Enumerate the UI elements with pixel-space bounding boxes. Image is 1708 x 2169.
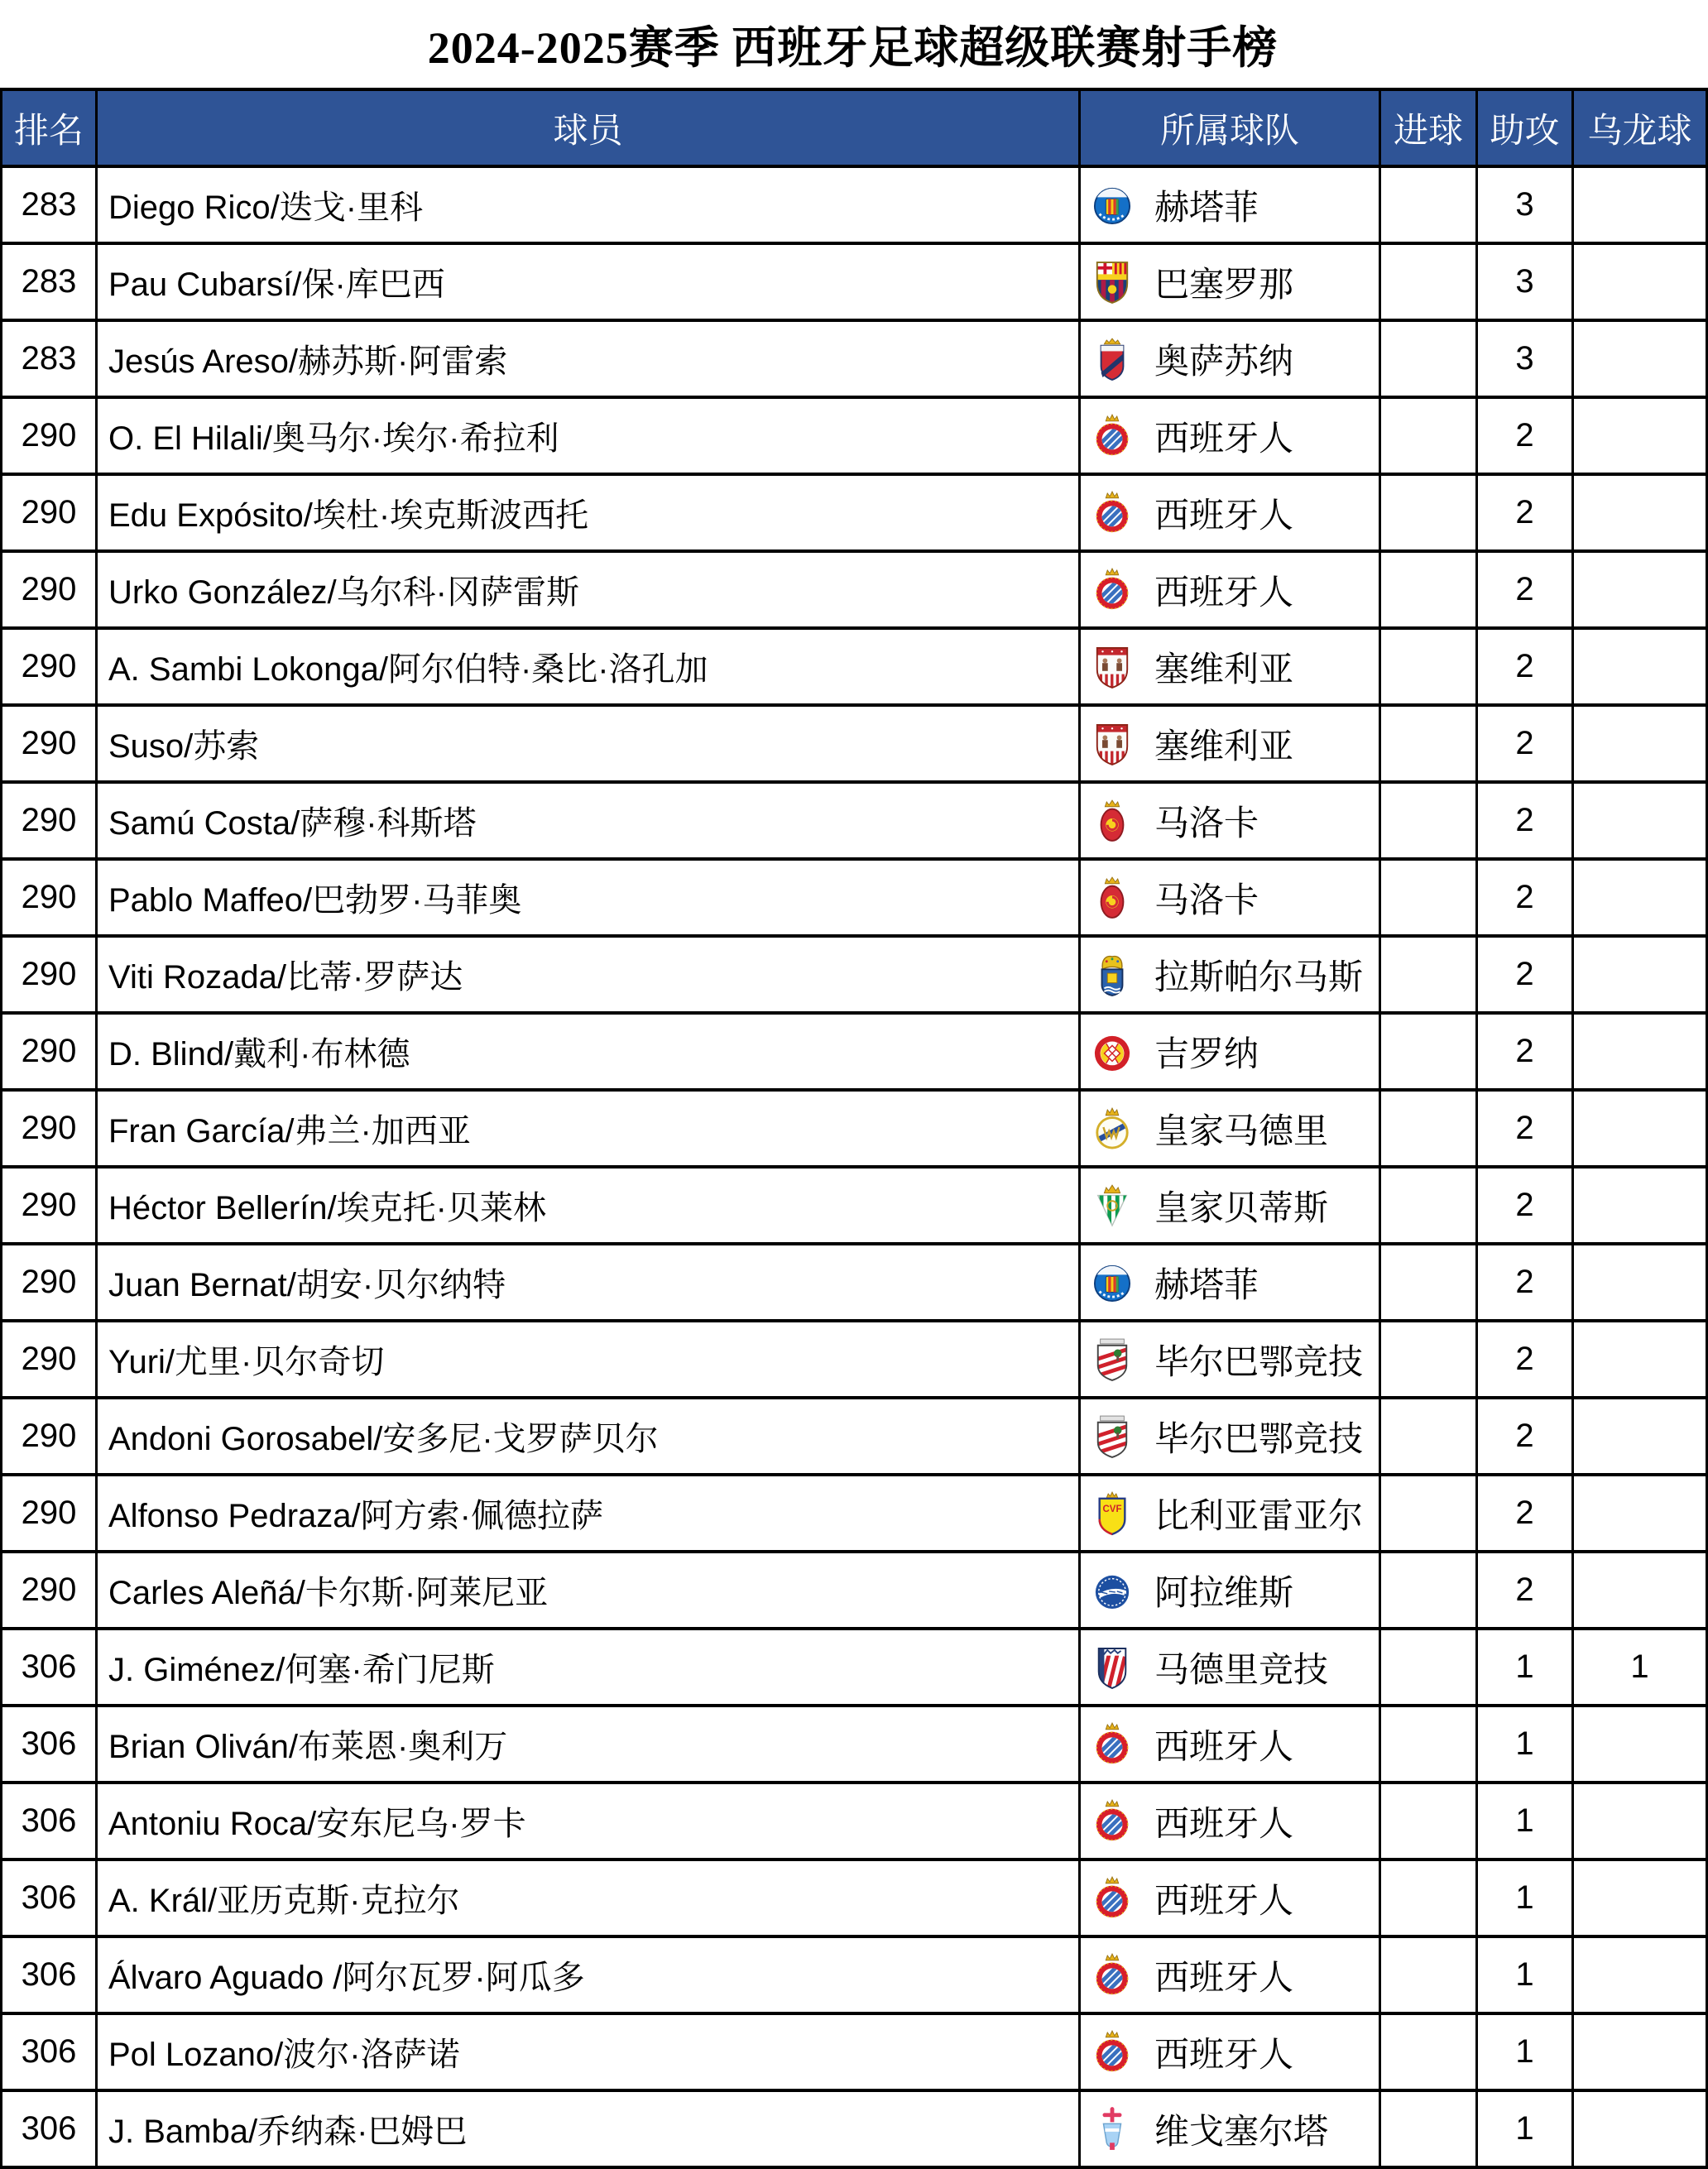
table-row (2, 2090, 1707, 2167)
las-palmas-crest-icon (1093, 952, 1131, 998)
own-goals-cell (1573, 1859, 1707, 1936)
player-name-cell: Álvaro Aguado /阿尔瓦罗·阿瓜多 (97, 1936, 1080, 2013)
player-name-cell: Pau Cubarsí/保·库巴西 (97, 243, 1080, 320)
assists-cell: 1 (1477, 1706, 1573, 1783)
own-goals-cell (1573, 936, 1707, 1013)
goals-cell (1380, 1629, 1477, 1706)
team-cell (1080, 1398, 1380, 1475)
team-name: 奥萨苏纳 (1154, 341, 1294, 381)
assists-cell: 1 (1477, 2090, 1573, 2167)
rank-cell: 290 (2, 474, 97, 551)
goals-cell (1380, 1475, 1477, 1552)
goals-cell (1380, 1167, 1477, 1244)
rank-cell: 290 (2, 628, 97, 705)
assists-cell: 2 (1477, 1090, 1573, 1167)
team-wrap (1082, 1181, 1378, 1231)
goals-cell (1380, 551, 1477, 628)
team-name: 马洛卡 (1154, 880, 1259, 919)
espanyol-crest-icon (1093, 1721, 1131, 1768)
rank-cell: 306 (2, 1706, 97, 1783)
team-wrap (1082, 642, 1378, 692)
team-wrap (1082, 1027, 1378, 1077)
table-row (2, 705, 1707, 782)
svg-text:CVF: CVF (1102, 1504, 1122, 1514)
own-goals-cell: 1 (1573, 1629, 1707, 1706)
rank-cell: 290 (2, 1321, 97, 1398)
getafe-crest-icon (1093, 1260, 1131, 1306)
table-row (2, 936, 1707, 1013)
team-name: 毕尔巴鄂竞技 (1154, 1341, 1364, 1381)
player-name-cell: A. Král/亚历克斯·克拉尔 (97, 1859, 1080, 1936)
rank-cell: 306 (2, 1629, 97, 1706)
player-name-cell: Suso/苏索 (97, 705, 1080, 782)
atletico-madrid-crest-icon (1093, 1644, 1131, 1691)
own-goals-cell (1573, 1706, 1707, 1783)
team-cell (1080, 1859, 1380, 1936)
girona-crest-icon (1093, 1029, 1131, 1075)
team-wrap (1082, 334, 1378, 384)
rank-cell: 283 (2, 243, 97, 320)
team-name: 西班牙人 (1154, 2034, 1294, 2074)
page-title: 2024-2025赛季 西班牙足球超级联赛射手榜 (427, 22, 1279, 73)
player-name-cell: Andoni Gorosabel/安多尼·戈罗萨贝尔 (97, 1398, 1080, 1475)
team-cell (1080, 1475, 1380, 1552)
table-header (2, 89, 1707, 166)
player-name-cell: Fran García/弗兰·加西亚 (97, 1090, 1080, 1167)
goals-cell (1380, 705, 1477, 782)
real-betis-crest-icon (1093, 1183, 1131, 1229)
espanyol-crest-icon (1093, 567, 1131, 613)
team-name: 马德里竞技 (1154, 1649, 1329, 1689)
assists-cell: 3 (1477, 166, 1573, 243)
table-row (2, 1013, 1707, 1090)
rank-cell: 290 (2, 1552, 97, 1629)
header-rank: 排名 (2, 89, 97, 166)
table-row (2, 166, 1707, 243)
team-wrap (1082, 565, 1378, 615)
player-name-cell: J. Bamba/乔纳森·巴姆巴 (97, 2090, 1080, 2167)
team-name: 皇家马德里 (1154, 1111, 1329, 1150)
espanyol-crest-icon (1093, 490, 1131, 536)
assists-cell: 1 (1477, 1783, 1573, 1859)
villarreal-crest-icon (1093, 1490, 1131, 1537)
table-row (2, 397, 1707, 474)
assists-cell: 2 (1477, 551, 1573, 628)
team-name: 阿拉维斯 (1154, 1572, 1294, 1612)
player-name-cell: Alfonso Pedraza/阿方索·佩德拉萨 (97, 1475, 1080, 1552)
team-wrap (1082, 1104, 1378, 1154)
goals-cell (1380, 1859, 1477, 1936)
team-cell (1080, 1090, 1380, 1167)
assists-cell: 2 (1477, 628, 1573, 705)
player-name-cell: Jesús Areso/赫苏斯·阿雷索 (97, 320, 1080, 397)
assists-cell: 1 (1477, 2013, 1573, 2090)
rank-cell: 290 (2, 1013, 97, 1090)
table-body (2, 166, 1707, 2167)
goals-cell (1380, 397, 1477, 474)
assists-cell: 2 (1477, 474, 1573, 551)
team-cell (1080, 2013, 1380, 2090)
header-own-goals: 乌龙球 (1573, 89, 1707, 166)
team-cell (1080, 859, 1380, 936)
goals-cell (1380, 166, 1477, 243)
goals-cell (1380, 1783, 1477, 1859)
table-row (2, 1398, 1707, 1475)
own-goals-cell (1573, 705, 1707, 782)
team-wrap (1082, 2104, 1378, 2154)
team-cell (1080, 1783, 1380, 1859)
table-row (2, 1552, 1707, 1629)
team-wrap (1082, 411, 1378, 461)
team-cell (1080, 551, 1380, 628)
rank-cell: 290 (2, 551, 97, 628)
athletic-bilbao-crest-icon (1093, 1413, 1131, 1460)
own-goals-cell (1573, 166, 1707, 243)
mallorca-crest-icon (1093, 875, 1131, 921)
team-name: 毕尔巴鄂竞技 (1154, 1418, 1364, 1458)
goals-cell (1380, 859, 1477, 936)
table-row (2, 782, 1707, 859)
team-wrap (1082, 796, 1378, 846)
team-cell (1080, 1706, 1380, 1783)
table-row (2, 320, 1707, 397)
goals-cell (1380, 1244, 1477, 1321)
player-name-cell: O. El Hilali/奥马尔·埃尔·希拉利 (97, 397, 1080, 474)
goals-cell (1380, 1936, 1477, 2013)
player-name-cell: Samú Costa/萨穆·科斯塔 (97, 782, 1080, 859)
team-wrap (1082, 873, 1378, 923)
table-row (2, 1706, 1707, 1783)
table-row (2, 551, 1707, 628)
own-goals-cell (1573, 1398, 1707, 1475)
assists-cell: 3 (1477, 320, 1573, 397)
sevilla-crest-icon (1093, 721, 1131, 767)
espanyol-crest-icon (1093, 413, 1131, 459)
player-name-cell: Pol Lozano/波尔·洛萨诺 (97, 2013, 1080, 2090)
goals-cell (1380, 1090, 1477, 1167)
rank-cell: 290 (2, 782, 97, 859)
team-cell (1080, 166, 1380, 243)
team-cell (1080, 1629, 1380, 1706)
team-cell (1080, 705, 1380, 782)
rank-cell: 290 (2, 1167, 97, 1244)
mallorca-crest-icon (1093, 798, 1131, 844)
team-cell (1080, 320, 1380, 397)
table-row (2, 1475, 1707, 1552)
assists-cell: 2 (1477, 1013, 1573, 1090)
team-cell (1080, 2090, 1380, 2167)
table-row (2, 1321, 1707, 1398)
real-madrid-crest-icon (1093, 1106, 1131, 1152)
team-wrap (1082, 1489, 1378, 1538)
team-name: 西班牙人 (1154, 495, 1294, 535)
rank-cell: 290 (2, 859, 97, 936)
team-name: 赫塔菲 (1154, 187, 1259, 227)
assists-cell: 2 (1477, 859, 1573, 936)
team-wrap (1082, 1566, 1378, 1615)
rank-cell: 306 (2, 1859, 97, 1936)
player-name-cell: Antoniu Roca/安东尼乌·罗卡 (97, 1783, 1080, 1859)
table-row (2, 859, 1707, 936)
table-row (2, 474, 1707, 551)
assists-cell: 2 (1477, 782, 1573, 859)
goals-cell (1380, 782, 1477, 859)
table-row (2, 1936, 1707, 2013)
team-cell (1080, 936, 1380, 1013)
player-name-cell: Carles Aleñá/卡尔斯·阿莱尼亚 (97, 1552, 1080, 1629)
rank-cell: 290 (2, 397, 97, 474)
team-wrap (1082, 1720, 1378, 1769)
own-goals-cell (1573, 1167, 1707, 1244)
team-wrap (1082, 2027, 1378, 2077)
assists-cell: 1 (1477, 1859, 1573, 1936)
alaves-crest-icon (1093, 1567, 1131, 1614)
getafe-crest-icon (1093, 182, 1131, 228)
espanyol-crest-icon (1093, 1952, 1131, 1999)
team-cell (1080, 1013, 1380, 1090)
player-name-cell: Brian Oliván/布莱恩·奥利万 (97, 1706, 1080, 1783)
own-goals-cell (1573, 1244, 1707, 1321)
goals-cell (1380, 2013, 1477, 2090)
goals-cell (1380, 1321, 1477, 1398)
own-goals-cell (1573, 320, 1707, 397)
table-row (2, 1783, 1707, 1859)
rank-cell: 306 (2, 2013, 97, 2090)
table-row (2, 628, 1707, 705)
team-wrap (1082, 1412, 1378, 1461)
own-goals-cell (1573, 2013, 1707, 2090)
assists-cell: 2 (1477, 1398, 1573, 1475)
sevilla-crest-icon (1093, 644, 1131, 690)
rank-cell: 283 (2, 166, 97, 243)
team-name: 西班牙人 (1154, 572, 1294, 612)
goals-cell (1380, 474, 1477, 551)
header-row (2, 89, 1707, 166)
table-row (2, 1090, 1707, 1167)
goals-cell (1380, 1706, 1477, 1783)
goals-cell (1380, 936, 1477, 1013)
team-cell (1080, 1167, 1380, 1244)
team-name: 维戈塞尔塔 (1154, 2111, 1329, 2151)
table-row (2, 243, 1707, 320)
team-cell (1080, 243, 1380, 320)
own-goals-cell (1573, 782, 1707, 859)
assists-cell: 2 (1477, 1475, 1573, 1552)
team-cell (1080, 782, 1380, 859)
goals-cell (1380, 1013, 1477, 1090)
rank-cell: 290 (2, 1475, 97, 1552)
own-goals-cell (1573, 551, 1707, 628)
team-wrap (1082, 257, 1378, 307)
own-goals-cell (1573, 1552, 1707, 1629)
team-name: 比利亚雷亚尔 (1154, 1495, 1364, 1535)
espanyol-crest-icon (1093, 1798, 1131, 1845)
team-cell (1080, 474, 1380, 551)
player-name-cell: Diego Rico/迭戈·里科 (97, 166, 1080, 243)
header-team: 所属球队 (1080, 89, 1380, 166)
own-goals-cell (1573, 474, 1707, 551)
player-name-cell: Héctor Bellerín/埃克托·贝莱林 (97, 1167, 1080, 1244)
rank-cell: 290 (2, 1090, 97, 1167)
own-goals-cell (1573, 2090, 1707, 2167)
player-name-cell: Viti Rozada/比蒂·罗萨达 (97, 936, 1080, 1013)
player-name-cell: Edu Expósito/埃杜·埃克斯波西托 (97, 474, 1080, 551)
scorers-table (0, 88, 1708, 2169)
team-name: 西班牙人 (1154, 1957, 1294, 1997)
celta-vigo-crest-icon (1093, 2106, 1131, 2152)
own-goals-cell (1573, 1321, 1707, 1398)
team-name: 塞维利亚 (1154, 649, 1294, 689)
team-name: 巴塞罗那 (1154, 264, 1294, 304)
own-goals-cell (1573, 1090, 1707, 1167)
table-row (2, 1167, 1707, 1244)
goals-cell (1380, 628, 1477, 705)
osasuna-crest-icon (1093, 336, 1131, 382)
rank-cell: 306 (2, 1783, 97, 1859)
team-cell (1080, 1552, 1380, 1629)
rank-cell: 290 (2, 705, 97, 782)
own-goals-cell (1573, 243, 1707, 320)
team-name: 西班牙人 (1154, 1726, 1294, 1766)
table-row (2, 1859, 1707, 1936)
rank-cell: 306 (2, 2090, 97, 2167)
team-cell (1080, 1936, 1380, 2013)
team-name: 西班牙人 (1154, 1803, 1294, 1843)
team-wrap (1082, 180, 1378, 230)
team-name: 赫塔菲 (1154, 1264, 1259, 1304)
own-goals-cell (1573, 1936, 1707, 2013)
team-name: 吉罗纳 (1154, 1034, 1259, 1073)
own-goals-cell (1573, 628, 1707, 705)
rank-cell: 306 (2, 1936, 97, 2013)
own-goals-cell (1573, 1013, 1707, 1090)
team-wrap (1082, 1643, 1378, 1692)
athletic-bilbao-crest-icon (1093, 1336, 1131, 1383)
team-wrap (1082, 488, 1378, 538)
header-player: 球员 (97, 89, 1080, 166)
team-cell (1080, 397, 1380, 474)
rank-cell: 290 (2, 936, 97, 1013)
assists-cell: 2 (1477, 397, 1573, 474)
goals-cell (1380, 320, 1477, 397)
player-name-cell: J. Giménez/何塞·希门尼斯 (97, 1629, 1080, 1706)
rank-cell: 290 (2, 1398, 97, 1475)
team-wrap (1082, 950, 1378, 1000)
team-name: 拉斯帕尔马斯 (1154, 957, 1364, 996)
goals-cell (1380, 1552, 1477, 1629)
assists-cell: 2 (1477, 1552, 1573, 1629)
espanyol-crest-icon (1093, 1875, 1131, 1922)
team-cell (1080, 628, 1380, 705)
assists-cell: 2 (1477, 1321, 1573, 1398)
team-wrap (1082, 1258, 1378, 1308)
goals-cell (1380, 2090, 1477, 2167)
assists-cell: 1 (1477, 1936, 1573, 2013)
header-assists: 助攻 (1477, 89, 1573, 166)
assists-cell: 1 (1477, 1629, 1573, 1706)
team-cell (1080, 1244, 1380, 1321)
goals-cell (1380, 1398, 1477, 1475)
assists-cell: 3 (1477, 243, 1573, 320)
barcelona-crest-icon (1093, 259, 1131, 305)
team-name: 西班牙人 (1154, 1880, 1294, 1920)
table-row (2, 1244, 1707, 1321)
assists-cell: 2 (1477, 1244, 1573, 1321)
team-wrap (1082, 719, 1378, 769)
own-goals-cell (1573, 859, 1707, 936)
player-name-cell: A. Sambi Lokonga/阿尔伯特·桑比·洛孔加 (97, 628, 1080, 705)
assists-cell: 2 (1477, 936, 1573, 1013)
team-wrap (1082, 1797, 1378, 1846)
player-name-cell: Yuri/尤里·贝尔奇切 (97, 1321, 1080, 1398)
team-wrap (1082, 1951, 1378, 2000)
own-goals-cell (1573, 397, 1707, 474)
assists-cell: 2 (1477, 705, 1573, 782)
player-name-cell: Pablo Maffeo/巴勃罗·马菲奥 (97, 859, 1080, 936)
team-wrap (1082, 1335, 1378, 1384)
own-goals-cell (1573, 1475, 1707, 1552)
player-name-cell: Urko González/乌尔科·冈萨雷斯 (97, 551, 1080, 628)
table-row (2, 1629, 1707, 1706)
own-goals-cell (1573, 1783, 1707, 1859)
team-cell (1080, 1321, 1380, 1398)
table-row (2, 2013, 1707, 2090)
player-name-cell: D. Blind/戴利·布林德 (97, 1013, 1080, 1090)
espanyol-crest-icon (1093, 2029, 1131, 2075)
team-name: 西班牙人 (1154, 418, 1294, 458)
team-name: 皇家贝蒂斯 (1154, 1188, 1329, 1227)
team-name: 塞维利亚 (1154, 726, 1294, 765)
team-wrap (1082, 1874, 1378, 1923)
header-goals: 进球 (1380, 89, 1477, 166)
player-name-cell: Juan Bernat/胡安·贝尔纳特 (97, 1244, 1080, 1321)
team-name: 马洛卡 (1154, 803, 1259, 842)
assists-cell: 2 (1477, 1167, 1573, 1244)
rank-cell: 283 (2, 320, 97, 397)
goals-cell (1380, 243, 1477, 320)
rank-cell: 290 (2, 1244, 97, 1321)
